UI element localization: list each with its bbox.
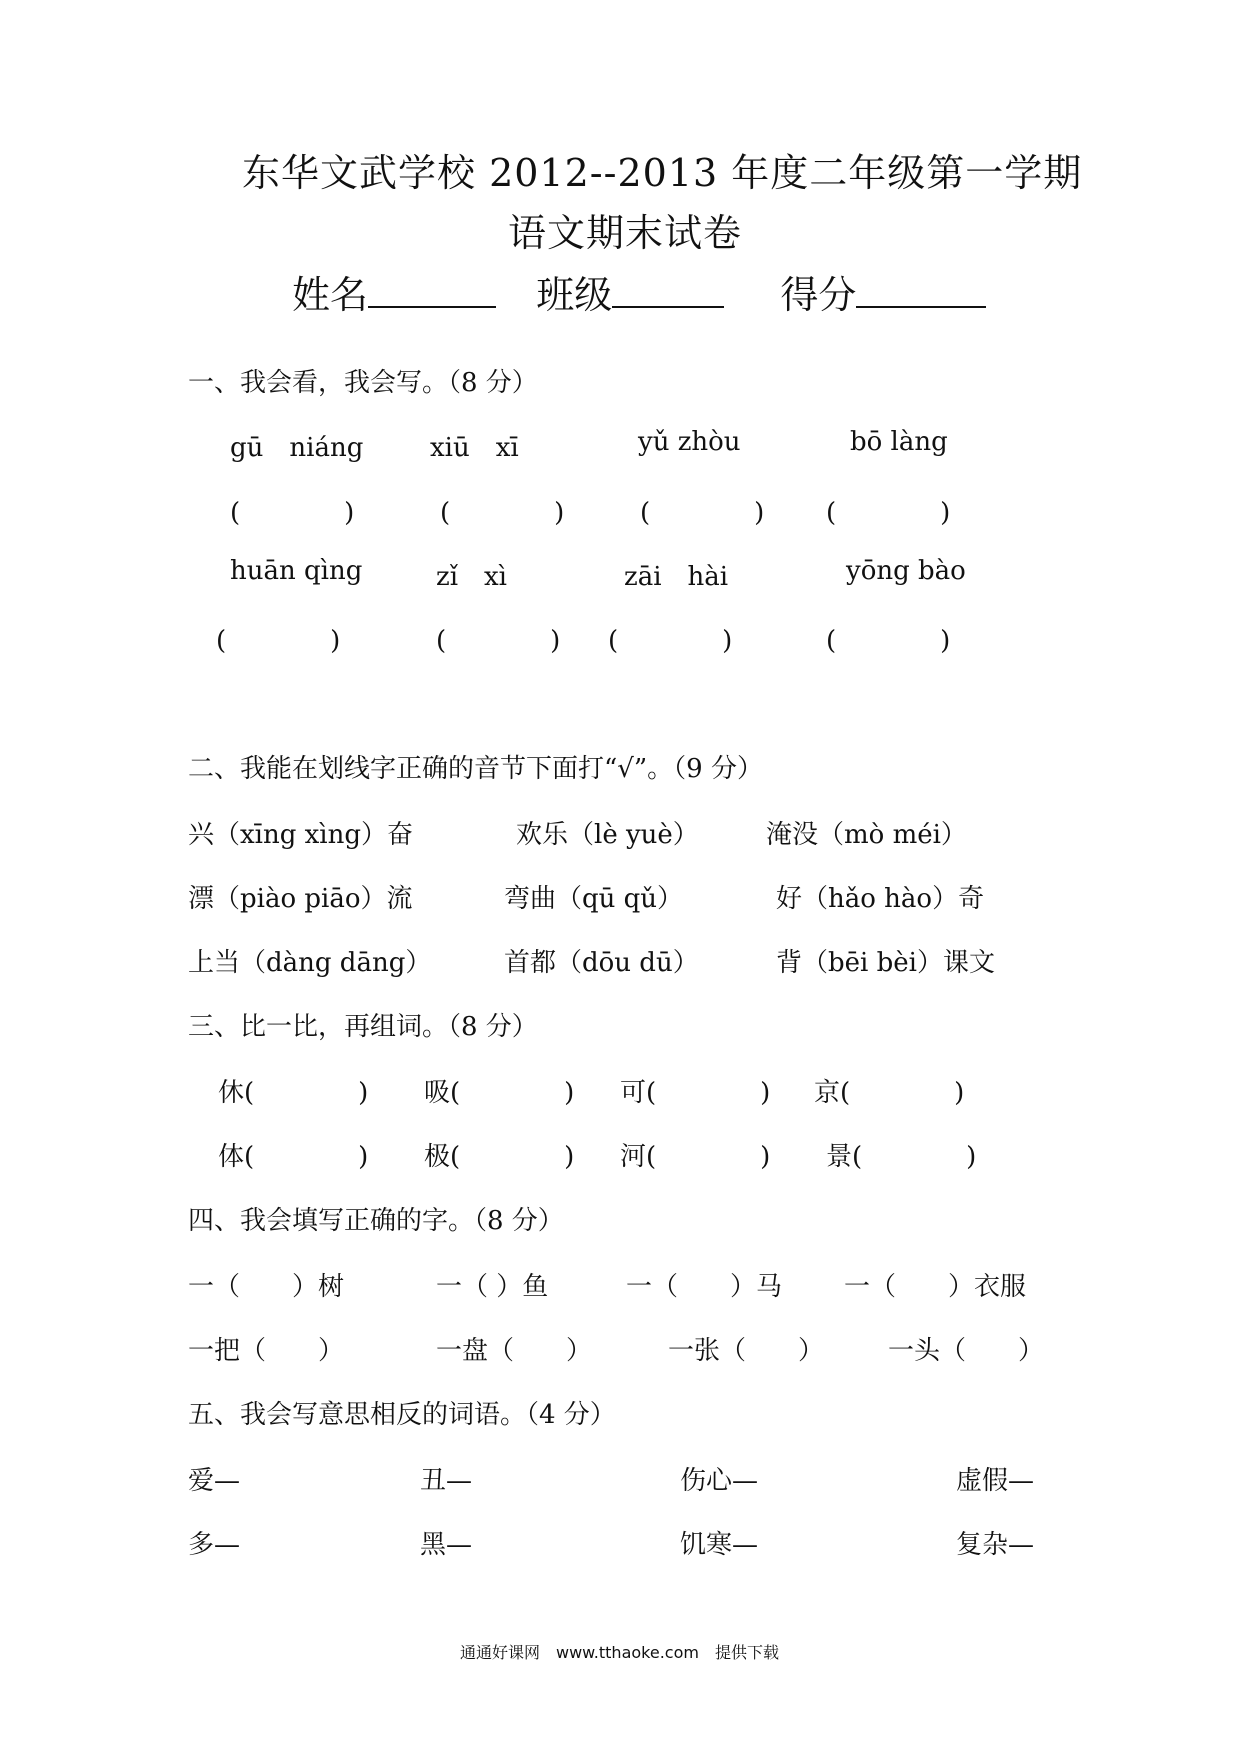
section-5-title: 五、我会写意思相反的词语。（4 分） [188, 1400, 616, 1430]
measure-word-blank[interactable]: 一（ ）衣服 [844, 1272, 1027, 1302]
pinyin-3: yǔ zhòu [638, 427, 741, 457]
antonym-blank[interactable]: 饥寒— [680, 1530, 759, 1560]
section-2-title: 二、我能在划线字正确的音节下面打“√”。（9 分） [188, 754, 763, 784]
pinyin-choice-item[interactable]: 兴（xīng xìng）奋 [188, 820, 413, 850]
answer-blank[interactable]: ( ) [230, 498, 355, 528]
pinyin-6: zǐ xì [436, 562, 507, 592]
antonym-blank[interactable]: 复杂— [956, 1530, 1035, 1560]
measure-word-blank[interactable]: 一头（ ） [888, 1336, 1045, 1366]
answer-blank[interactable]: ( ) [608, 626, 733, 656]
score-label: 得分 [780, 273, 857, 317]
footer-credit: 通通好课网 www.tthaoke.com 提供下载 [460, 1643, 779, 1662]
answer-blank[interactable]: ( ) [216, 626, 341, 656]
antonym-blank[interactable]: 伤心— [680, 1466, 759, 1496]
measure-word-blank[interactable]: 一盘（ ） [436, 1336, 593, 1366]
answer-blank[interactable]: ( ) [826, 626, 951, 656]
word-group-blank[interactable]: 河( ) [620, 1142, 771, 1172]
word-group-blank[interactable]: 景( ) [826, 1142, 977, 1172]
measure-word-blank[interactable]: 一张（ ） [668, 1336, 825, 1366]
title-line-2: 语文期末试卷 [508, 211, 743, 255]
antonym-blank[interactable]: 黑— [420, 1530, 473, 1560]
measure-word-blank[interactable]: 一（ ）马 [626, 1272, 783, 1302]
antonym-blank[interactable]: 虚假— [956, 1466, 1035, 1496]
answer-blank[interactable]: ( ) [440, 498, 565, 528]
pinyin-choice-item[interactable]: 漂（piào piāo）流 [188, 884, 413, 914]
answer-blank[interactable]: ( ) [436, 626, 561, 656]
word-group-blank[interactable]: 京( ) [814, 1078, 965, 1108]
measure-word-blank[interactable]: 一把（ ） [188, 1336, 345, 1366]
section-4-title: 四、我会填写正确的字。（8 分） [188, 1206, 564, 1236]
name-blank[interactable] [368, 276, 496, 308]
score-blank[interactable] [856, 276, 986, 308]
pinyin-2: xiū xī [430, 433, 519, 463]
class-blank[interactable] [612, 276, 724, 308]
answer-blank[interactable]: ( ) [826, 498, 951, 528]
pinyin-4: bō làng [850, 427, 948, 457]
pinyin-7: zāi hài [624, 562, 729, 592]
pinyin-choice-item[interactable]: 淹没（mò méi） [766, 820, 967, 850]
word-group-blank[interactable]: 可( ) [620, 1078, 771, 1108]
pinyin-choice-item[interactable]: 欢乐（lè yuè） [516, 820, 699, 850]
pinyin-choice-item[interactable]: 上当（dàng dāng） [188, 948, 432, 978]
word-group-blank[interactable]: 休( ) [218, 1078, 369, 1108]
pinyin-1: gū niáng [230, 433, 364, 463]
answer-blank[interactable]: ( ) [640, 498, 765, 528]
measure-word-blank[interactable]: 一（ ）鱼 [436, 1272, 549, 1302]
antonym-blank[interactable]: 丑— [420, 1466, 473, 1496]
class-label: 班级 [536, 273, 613, 317]
pinyin-choice-item[interactable]: 背（bēi bèi）课文 [776, 948, 995, 978]
word-group-blank[interactable]: 吸( ) [424, 1078, 575, 1108]
pinyin-choice-item[interactable]: 好（hǎo hào）奇 [776, 884, 985, 914]
section-1-title: 一、我会看，我会写。（8 分） [188, 368, 538, 398]
word-group-blank[interactable]: 体( ) [218, 1142, 369, 1172]
measure-word-blank[interactable]: 一（ ）树 [188, 1272, 345, 1302]
pinyin-5: huān qìng [230, 556, 363, 586]
word-group-blank[interactable]: 极( ) [424, 1142, 575, 1172]
antonym-blank[interactable]: 爱— [188, 1466, 241, 1496]
section-3-title: 三、比一比，再组词。（8 分） [188, 1012, 538, 1042]
student-info-row [292, 264, 986, 319]
pinyin-8: yōng bào [846, 556, 966, 586]
pinyin-choice-item[interactable]: 弯曲（qū qǔ） [504, 884, 684, 914]
antonym-blank[interactable]: 多— [188, 1530, 241, 1560]
pinyin-choice-item[interactable]: 首都（dōu dū） [504, 948, 699, 978]
name-label: 姓名 [292, 273, 369, 317]
title-line-1: 东华文武学校 2012--2013 年度二年级第一学期 [242, 151, 1083, 195]
